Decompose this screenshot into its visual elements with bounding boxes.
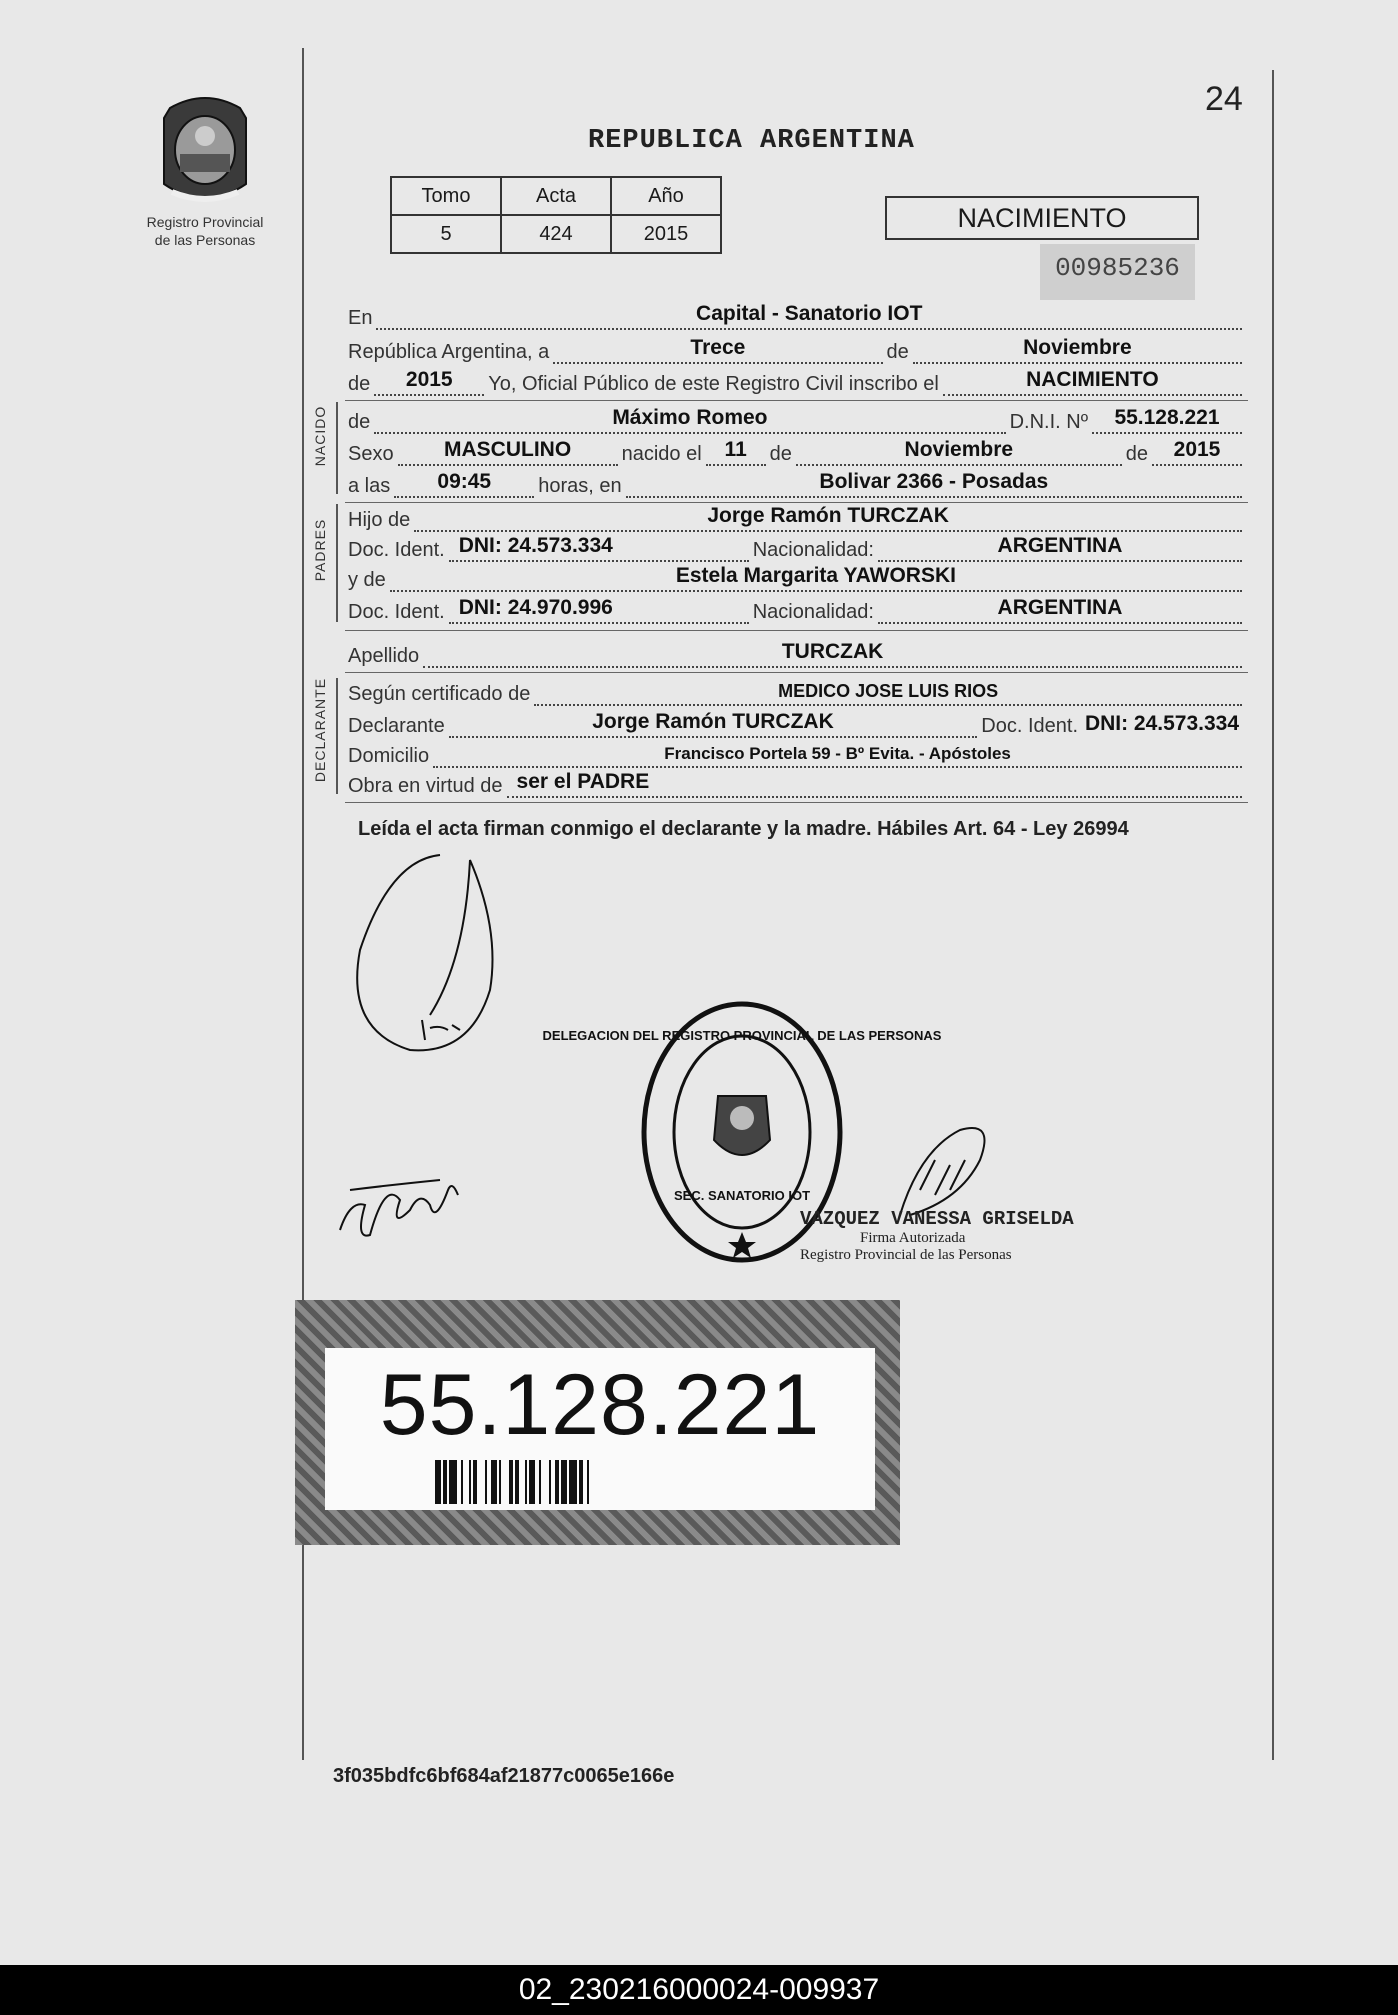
value-apellido: TURCZAK	[781, 640, 884, 663]
header-acta: Acta	[501, 177, 611, 215]
row-name	[348, 402, 1246, 434]
label-de: de	[886, 341, 909, 363]
label-y-de: y de	[348, 569, 386, 591]
label-domicilio: Domicilio	[348, 745, 430, 767]
barcode-bar	[501, 1460, 509, 1504]
label-doc-ident: Doc. Ident.	[348, 539, 445, 561]
row-date	[348, 332, 1246, 364]
text-inscribo: Yo, Oficial Público de este Registro Civil inscribo el	[488, 373, 939, 395]
section-label-nacido: NACIDO	[312, 405, 328, 467]
record-table	[390, 176, 722, 254]
row-declarant	[348, 706, 1246, 738]
value-father: Jorge Ramón TURCZAK	[707, 504, 949, 527]
label-nacionalidad-2: Nacionalidad:	[752, 601, 874, 623]
label-apellido: Apellido	[348, 645, 420, 667]
label-doc-ident-3: Doc. Ident.	[981, 715, 1078, 737]
barcode	[435, 1460, 810, 1504]
value-birth-address: Bolivar 2366 - Posadas	[819, 470, 1049, 493]
page-number: 24	[1205, 80, 1243, 118]
value-time: 09:45	[437, 470, 492, 493]
barcode-bar	[449, 1460, 457, 1504]
value-declarant-doc: DNI: 24.573.334	[1084, 712, 1240, 735]
label-horas: horas, en	[538, 475, 622, 497]
dni-sticker-number: 55.128.221	[379, 1357, 821, 1453]
value-tomo: 5	[391, 215, 501, 253]
barcode-bar	[541, 1460, 549, 1504]
provincial-emblem-icon	[150, 88, 260, 212]
value-ano: 2015	[611, 215, 721, 253]
row-domicile	[348, 736, 1246, 768]
value-birth-year: 2015	[1173, 438, 1221, 461]
value-name: Máximo Romeo	[612, 406, 768, 429]
label-nacionalidad: Nacionalidad:	[752, 539, 874, 561]
declarant-signature	[330, 840, 510, 1100]
serial-number: 00985236	[1040, 244, 1195, 300]
value-declarant: Jorge Ramón TURCZAK	[592, 710, 834, 733]
value-father-doc: DNI: 24.573.334	[458, 534, 613, 557]
seal-inner-text: SEC. SANATORIO IOT	[673, 1188, 811, 1203]
logo-caption-line1: Registro Provincial	[146, 214, 264, 230]
country-title: REPUBLICA ARGENTINA	[588, 126, 915, 156]
label-republica: República Argentina, a	[348, 341, 550, 363]
value-certificate: MEDICO JOSE LUIS RIOS	[778, 681, 999, 701]
label-segun: Según certificado de	[348, 683, 531, 705]
footer-id: 02_230216000024-009937	[0, 1965, 1398, 2015]
row-father	[348, 500, 1246, 532]
label-en: En	[348, 307, 373, 329]
value-year: 2015	[405, 368, 453, 391]
value-dni: 55.128.221	[1114, 406, 1220, 429]
label-de-year: de	[348, 373, 371, 395]
value-day-word: Trece	[690, 336, 746, 359]
value-birth-month: Noviembre	[904, 438, 1014, 461]
value-month: Noviembre	[1023, 336, 1132, 359]
official-office: Registro Provincial de las Personas	[800, 1247, 1012, 1263]
value-place: Capital - Sanatorio IOT	[696, 302, 923, 325]
value-acta: 424	[501, 215, 611, 253]
section-label-declarante: DECLARANTE	[312, 677, 328, 783]
barcode-bar	[569, 1460, 577, 1504]
row-father-doc	[348, 530, 1246, 562]
label-doc-ident-2: Doc. Ident.	[348, 601, 445, 623]
record-type-box: NACIMIENTO	[885, 196, 1199, 240]
seal-ring-text: DELEGACION DEL REGISTRO PROVINCIAL DE LAS PERSONAS	[542, 1028, 942, 1043]
value-father-nat: ARGENTINA	[997, 534, 1123, 557]
value-mother: Estela Margarita YAWORSKI	[675, 564, 956, 587]
official-name: VAZQUEZ VANESSA GRISELDA	[800, 1208, 1074, 1230]
section-label-padres: PADRES	[312, 518, 328, 582]
label-obra: Obra en virtud de	[348, 775, 503, 797]
closing-note: Leída el acta firman conmigo el declarante y la madre. Hábiles Art. 64 - Ley 26994	[358, 818, 1129, 840]
label-de-year2: de	[1125, 443, 1148, 465]
label-declarante: Declarante	[348, 715, 445, 737]
registry-logo	[140, 88, 270, 248]
row-sex-birth	[348, 434, 1246, 466]
label-dni: D.N.I. Nº	[1009, 411, 1088, 433]
row-apellido	[348, 636, 1246, 668]
document-hash: 3f035bdfc6bf684af21877c0065e166e	[333, 1765, 675, 1787]
value-act-type: NACIMIENTO	[1026, 368, 1159, 391]
value-sexo: MASCULINO	[444, 438, 572, 461]
row-mother	[348, 560, 1246, 592]
header-ano: Año	[611, 177, 721, 215]
label-a-las: a las	[348, 475, 391, 497]
official-role: Firma Autorizada	[860, 1230, 966, 1246]
label-hijo-de: Hijo de	[348, 509, 411, 531]
value-obra: ser el PADRE	[516, 770, 650, 793]
row-obra	[348, 766, 1246, 798]
logo-caption-line2: de las Personas	[154, 232, 256, 248]
dni-sticker	[295, 1300, 900, 1545]
header-tomo: Tomo	[391, 177, 501, 215]
value-birth-day: 11	[724, 438, 747, 461]
row-time-place	[348, 466, 1246, 498]
official-block	[800, 1208, 1090, 1264]
barcode-bar	[477, 1460, 485, 1504]
value-mother-nat: ARGENTINA	[997, 596, 1123, 619]
row-mother-doc	[348, 592, 1246, 624]
mother-signature	[330, 1160, 470, 1250]
right-margin-line	[1272, 70, 1274, 1760]
label-sexo: Sexo	[348, 443, 394, 465]
label-de-name: de	[348, 411, 371, 433]
value-mother-doc: DNI: 24.970.996	[458, 596, 613, 619]
row-certificate	[348, 674, 1246, 706]
row-place	[348, 298, 1246, 330]
value-domicile: Francisco Portela 59 - Bº Evita. - Apóstoles	[664, 744, 1011, 763]
row-year	[348, 364, 1246, 396]
label-nacido-el: nacido el	[621, 443, 702, 465]
barcode-bar	[589, 1460, 595, 1504]
label-de-month: de	[769, 443, 792, 465]
